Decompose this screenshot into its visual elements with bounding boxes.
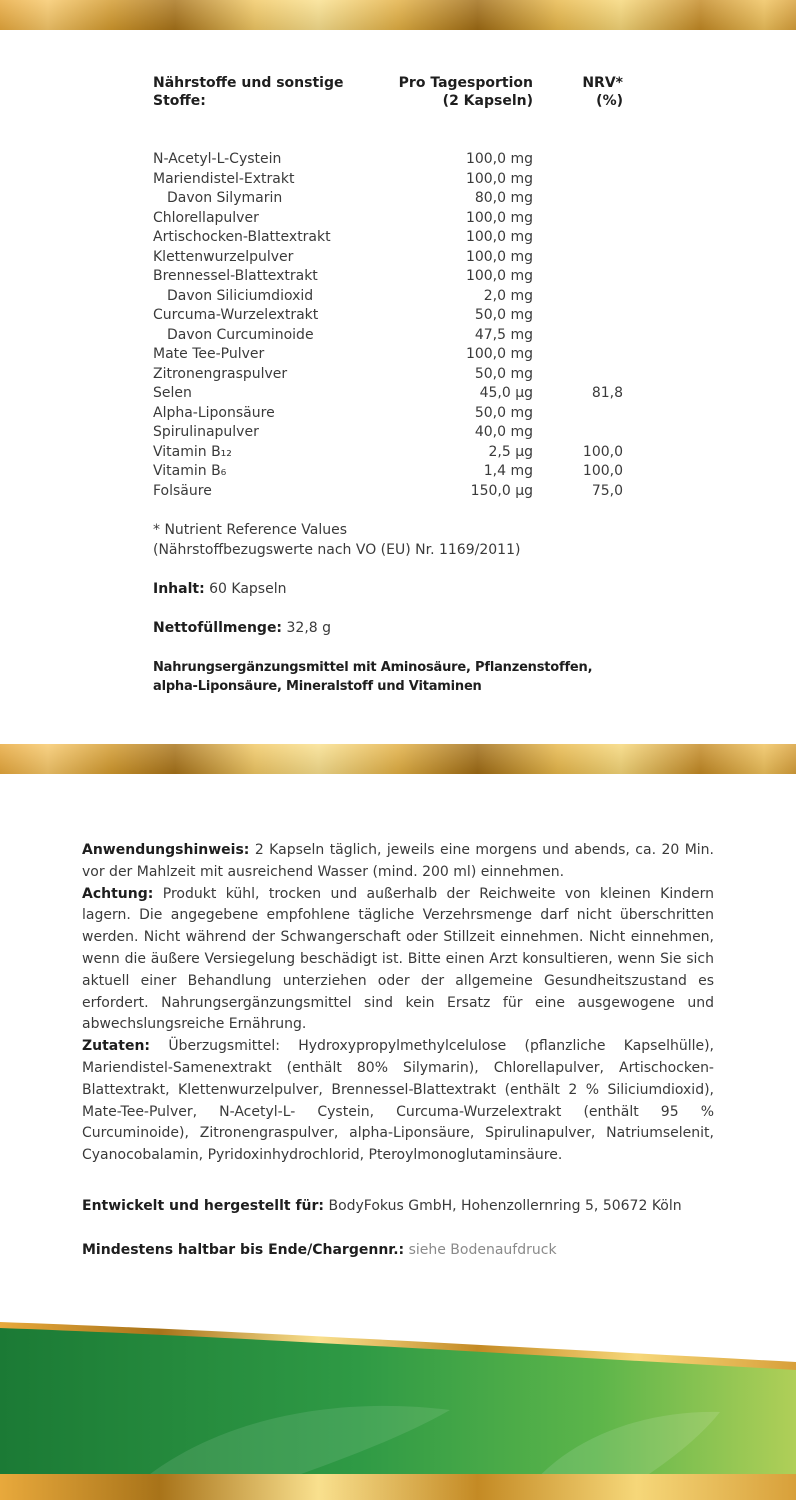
footnote-line-1: * Nutrient Reference Values	[153, 522, 348, 538]
nutrient-name: Folsäure	[153, 482, 212, 499]
nutrient-amount: 2,0 mg	[483, 287, 533, 304]
nutrient-row	[153, 170, 633, 190]
category-line-1: Nahrungsergänzungsmittel mit Aminosäure, Pflanzenstoffen,	[153, 660, 593, 675]
nutrient-name: Alpha-Liponsäure	[153, 404, 275, 421]
nutrient-name: Davon Siliciumdioxid	[167, 287, 314, 304]
nutrient-name: N-Acetyl-L-Cystein	[153, 151, 282, 167]
nutrient-row	[153, 248, 633, 268]
nutrient-name: Vitamin B₁₂	[153, 443, 232, 460]
best-before-info	[82, 1240, 714, 1262]
content-label: Inhalt:	[153, 581, 205, 597]
nutrient-amount: 150,0 µg	[470, 482, 533, 499]
header-nutrients: Nährstoffe und sonstige Stoffe:	[153, 75, 344, 109]
nutrient-amount: 100,0 mg	[465, 170, 533, 187]
manufacturer-label: Entwickelt und hergestellt für:	[82, 1198, 325, 1214]
ingredients-label: Zutaten:	[82, 1038, 151, 1055]
nutrient-row	[153, 365, 633, 385]
nutrient-amount: 50,0 mg	[474, 307, 533, 323]
nutrient-row	[153, 443, 633, 463]
footnote-line-2: (Nährstoffbezugswerte nach VO (EU) Nr. 1169/2011)	[153, 541, 521, 558]
nutrient-row	[153, 209, 633, 229]
nutrient-row	[153, 150, 633, 170]
nutrient-row	[153, 228, 633, 248]
header-amount: Pro Tagesportion (2 Kapseln)	[398, 75, 533, 109]
nutrient-name: Curcuma-Wurzelextrakt	[153, 307, 319, 323]
nutrient-nrv: 100,0	[582, 463, 623, 479]
warning-paragraph	[82, 884, 714, 1037]
nutrient-amount: 45,0 µg	[479, 385, 533, 401]
nutrient-nrv: 100,0	[582, 443, 623, 460]
nutrient-name: Mate Tee-Pulver	[153, 346, 265, 362]
warning-label: Achtung:	[82, 885, 154, 902]
ingredients-paragraph	[82, 1036, 714, 1167]
bottom-gold-band	[0, 1474, 796, 1500]
net-weight-label: Nettofüllmenge:	[153, 620, 283, 636]
header-nrv: NRV* (%)	[582, 75, 623, 109]
nutrient-row	[153, 345, 633, 365]
nutrient-row	[153, 482, 633, 502]
best-before-label: Mindestens haltbar bis Ende/Chargennr.:	[82, 1242, 405, 1258]
nutrient-name: Spirulinapulver	[153, 424, 259, 440]
net-weight-info	[153, 620, 331, 636]
middle-gold-band	[0, 744, 796, 774]
nutrient-name: Zitronengraspulver	[153, 365, 288, 382]
usage-text: 2 Kapseln täglich, jeweils eine morgens und abends, ca. 20 Min. vor der Mahlzeit mit ausreichend Wasser (mind. 200 ml) einnehmen.	[82, 842, 714, 880]
nutrient-amount: 100,0 mg	[465, 248, 533, 265]
nutrient-row	[153, 384, 633, 404]
nutrient-name: Brennessel-Blattextrakt	[153, 268, 318, 284]
content-info	[153, 581, 286, 597]
nrv-footnote	[153, 521, 520, 560]
nutrient-row	[153, 404, 633, 424]
ingredients-text: Überzugsmittel: Hydroxypropylmethylcelulose (pflanzliche Kapselhülle), Mariendistel-Samenextrakt (enthält 80% Silymarin), Chlorellapulver, Artischocken-Blattextrakt, Klettenwurzelpulver, Brennessel-Blattextrakt (enthält 2 % Siliciumdioxid), Mate-Tee-Pulver, N-Acetyl-L- Cystein, Curcuma-Wurzelextrakt (enthält 95 % Curcuminoide), Zitronengraspulver, alpha-Liponsäure, Spirulinapulver, Natriumselenit, Cyanocobalamin, Pyridoxinhydrochlorid, Pteroylmonoglutaminsäure.	[82, 1038, 715, 1164]
nutrient-amount: 2,5 µg	[488, 443, 533, 460]
nutrient-name: Selen	[153, 385, 192, 401]
usage-info-block	[82, 840, 714, 1167]
nutrient-row	[153, 189, 633, 209]
nutrition-table-header	[153, 74, 633, 140]
nutrient-amount: 100,0 mg	[465, 209, 533, 226]
nutrient-row	[153, 423, 633, 443]
nutrient-row	[153, 267, 633, 287]
product-category	[153, 658, 613, 696]
manufacturer-info	[82, 1196, 714, 1218]
bottom-green-decoration	[0, 1300, 796, 1500]
nutrient-amount: 100,0 mg	[465, 229, 533, 245]
nutrient-name: Artischocken-Blattextrakt	[153, 229, 331, 245]
nutrient-amount: 100,0 mg	[465, 268, 533, 284]
nutrient-row	[153, 287, 633, 307]
category-line-2: alpha-Liponsäure, Mineralstoff und Vitaminen	[153, 679, 482, 694]
nutrient-nrv: 75,0	[591, 482, 623, 499]
nutrient-nrv: 81,8	[591, 385, 623, 401]
nutrition-table-rows	[153, 150, 633, 501]
nutrient-row	[153, 306, 633, 326]
best-before-value: siehe Bodenaufdruck	[408, 1242, 557, 1258]
nutrition-table	[153, 74, 633, 499]
nutrient-name: Vitamin B₆	[153, 463, 227, 479]
nutrient-amount: 50,0 mg	[474, 404, 533, 421]
nutrient-row	[153, 462, 633, 482]
nutrient-name: Mariendistel-Extrakt	[153, 170, 295, 187]
nutrient-amount: 100,0 mg	[465, 346, 533, 362]
nutrient-amount: 47,5 mg	[474, 326, 533, 343]
nutrient-amount: 40,0 mg	[474, 424, 533, 440]
warning-text: Produkt kühl, trocken und außerhalb der Reichweite von kleinen Kindern lagern. Die angegebene empfohlene tägliche Verzehrsmenge darf nicht überschritten werden. Nicht während der Schwangerschaft oder Stillzeit einnehmen. Nicht einnehmen, wenn die äußere Versiegelung beschädigt ist. Bitte einen Arzt konsultieren, wenn Sie sich aktuell einer Behandlung unterziehen oder der allgemeine Gesundheitszustand es erfordert. Nahrungsergänzungsmittel sind kein Ersatz für eine ausgewogene und abwechslungsreiche Ernährung.	[82, 885, 714, 1033]
nutrient-amount: 100,0 mg	[465, 151, 533, 167]
nutrient-amount: 80,0 mg	[474, 190, 533, 206]
nutrient-name: Klettenwurzelpulver	[153, 248, 294, 265]
content-value: 60 Kapseln	[209, 581, 287, 597]
nutrient-name: Chlorellapulver	[153, 209, 259, 226]
usage-label: Anwendungshinweis:	[82, 842, 250, 858]
nutrient-amount: 50,0 mg	[474, 365, 533, 382]
manufacturer-value: BodyFokus GmbH, Hohenzollernring 5, 50672 Köln	[328, 1198, 682, 1214]
top-gold-band	[0, 0, 796, 30]
nutrient-name: Davon Silymarin	[167, 190, 283, 206]
usage-paragraph	[82, 840, 714, 884]
nutrient-amount: 1,4 mg	[483, 463, 533, 479]
nutrient-row	[153, 326, 633, 346]
net-weight-value: 32,8 g	[286, 620, 332, 636]
nutrient-name: Davon Curcuminoide	[167, 326, 314, 343]
